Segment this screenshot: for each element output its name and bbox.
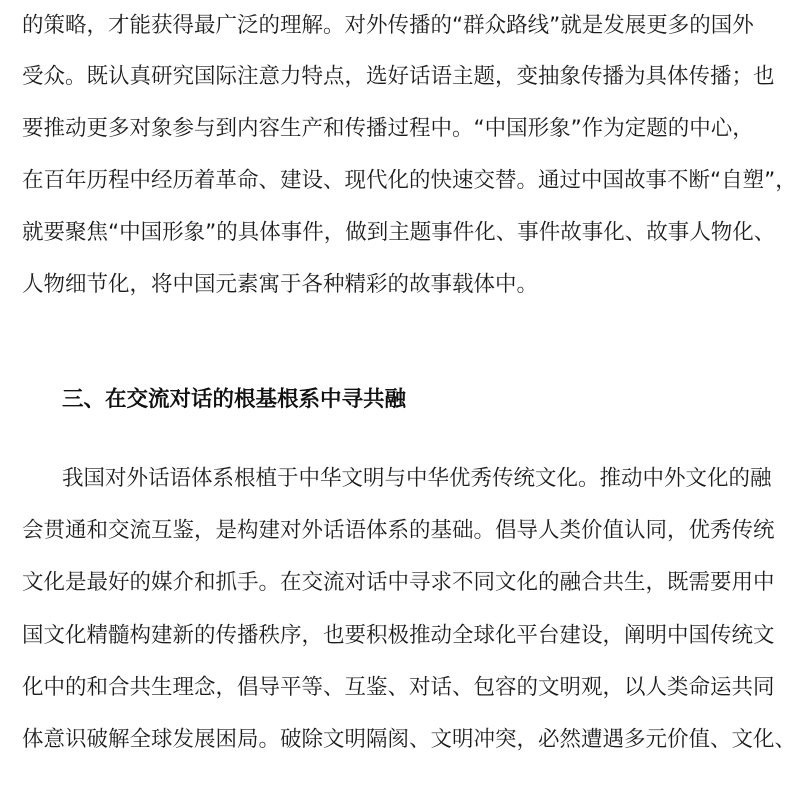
paragraph-1-line-5: 就要聚焦“中国形象”的具体事件，做到主题事件化、事件故事化、故事人物化、 — [22, 220, 776, 245]
paragraph-2-line-4: 国文化精髓构建新的传播秩序，也要积极推动全球化平台建设，阐明中国传统文 — [22, 623, 775, 648]
paragraph-1-line-1: 的策略，才能获得最广泛的理解。对外传播的“群众路线”就是发展更多的国外 — [22, 13, 754, 38]
paragraph-2-line-2: 会贯通和交流互鉴，是构建对外话语体系的基础。倡导人类价值认同，优秀传统 — [22, 518, 775, 543]
paragraph-2-line-5: 化中的和合共生理念，倡导平等、互鉴、对话、包容的文明观，以人类命运共同 — [22, 675, 775, 700]
paragraph-1-line-2: 受众。既认真研究国际注意力特点，选好话语主题，变抽象传播为具体传播；也 — [22, 64, 775, 89]
section-heading: 三、在交流对话的根基根系中寻共融 — [62, 387, 407, 412]
paragraph-2-line-3: 文化是最好的媒介和抓手。在交流对话中寻求不同文化的融合共生，既需要用中 — [22, 570, 775, 595]
paragraph-1-line-3: 要推动更多对象参与到内容生产和传播过程中。“中国形象”作为定题的中心， — [22, 116, 754, 141]
paragraph-2-line-1: 我国对外话语体系根植于中华文明与中华优秀传统文化。推动中外文化的融 — [62, 466, 772, 491]
paragraph-2-line-6: 体意识破解全球发展困局。破除文明隔阂、文明冲突，必然遭遇多元价值、文化、 — [22, 727, 797, 752]
paragraph-1-line-6: 人物细节化，将中国元素寓于各种精彩的故事载体中。 — [22, 272, 539, 297]
paragraph-1-line-4: 在百年历程中经历着革命、建设、现代化的快速交替。通过中国故事不断“自塑”， — [22, 168, 797, 193]
